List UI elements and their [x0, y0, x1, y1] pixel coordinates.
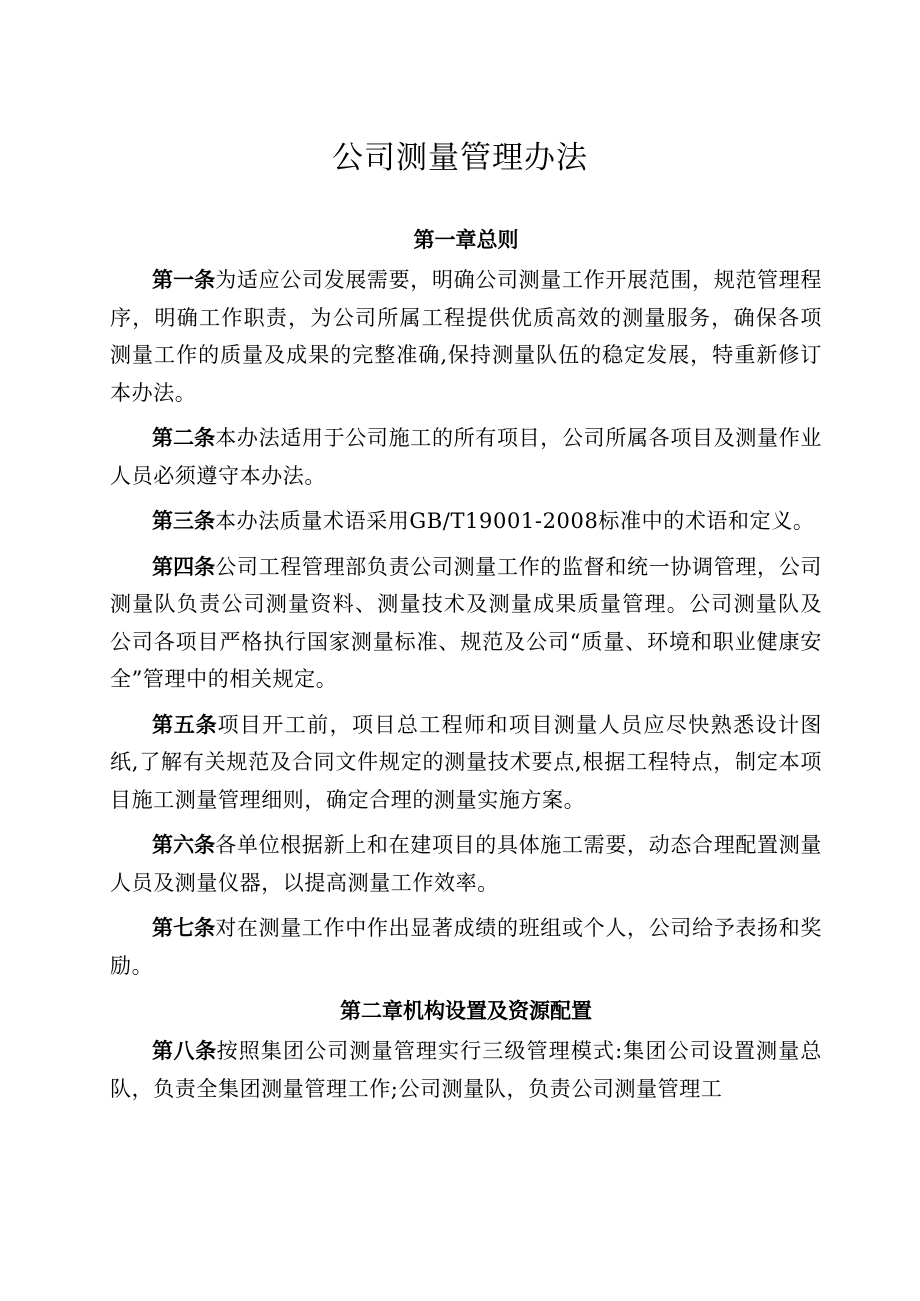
- article-label: 第八条: [152, 1039, 217, 1063]
- article-label: 第三条: [152, 509, 215, 533]
- article-text: 公司工程管理部负责公司测量工作的监督和统一协调管理，公司测量队负责公司测量资料、测量技术及测量成果质量管理。公司测量队及公司各项目严格执行国家测量标准、规范及公司“质量、环境和职业健康安全”管理中的相关规定。: [110, 554, 822, 691]
- article-text: 项目开工前，项目总工程师和项目测量人员应尽快熟悉设计图纸,了解有关规范及合同文件规定的测量技术要点,根据工程特点，制定本项目施工测量管理细则，确定合理的测量实施方案。: [110, 712, 823, 812]
- article-4: [110, 549, 822, 699]
- document-title: 公司测量管理办法: [332, 140, 588, 176]
- article-label: 第四条: [152, 554, 216, 579]
- article-6: [110, 827, 822, 902]
- article-label: 第七条: [152, 916, 216, 940]
- article-text: 按照集团公司测量管理实行三级管理模式:集团公司设置测量总队，负责全集团测量管理工作;公司测量队，负责公司测量管理工: [110, 1039, 823, 1101]
- article-label: 第六条: [152, 833, 216, 857]
- article-1: [110, 262, 822, 412]
- document-body: [110, 222, 822, 1108]
- article-8: [110, 1033, 822, 1108]
- article-text: 本办法质量术语采用GB/T19001-2008标准中的术语和定义。: [215, 509, 815, 533]
- article-2: [110, 420, 822, 495]
- article-7: [110, 910, 822, 985]
- chapter-heading: 第二章机构设置及资源配置: [340, 999, 592, 1023]
- article-label: 第一条: [152, 268, 216, 292]
- article-text: 各单位根据新上和在建项目的具体施工需要，动态合理配置测量人员及测量仪器，以提高测量工作效率。: [110, 833, 822, 895]
- article-text: 对在测量工作中作出显著成绩的班组或个人，公司给予表扬和奖励。: [110, 916, 822, 978]
- article-5: [110, 707, 822, 820]
- article-3: [110, 503, 822, 541]
- article-text: 为适应公司发展需要，明确公司测量工作开展范围，规范管理程序，明确工作职责，为公司所属工程提供优质高效的测量服务，确保各项测量工作的质量及成果的完整准确,保持测量队伍的稳定发展，特重新修订本办法。: [110, 268, 822, 405]
- chapter-heading: 第一章总则: [413, 228, 519, 252]
- article-text: 本办法适用于公司施工的所有项目，公司所属各项目及测量作业人员必须遵守本办法。: [110, 426, 822, 488]
- article-label: 第二条: [152, 426, 216, 450]
- article-label: 第五条: [152, 712, 218, 737]
